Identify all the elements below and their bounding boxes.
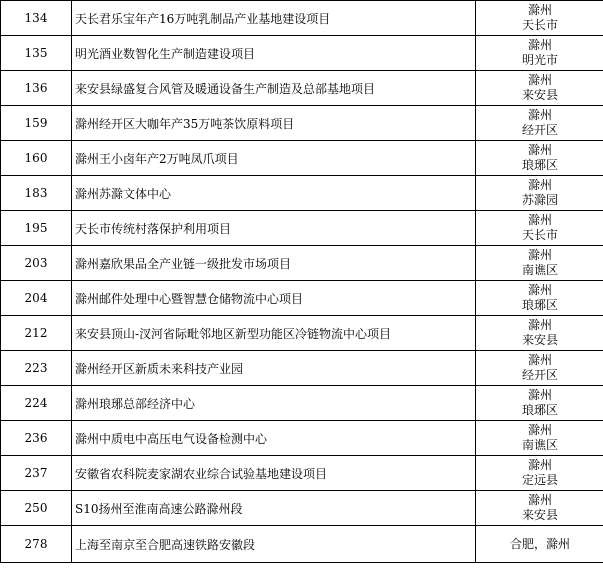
project-name: 明光酒业数智化生产制造建设项目 [72, 36, 476, 71]
project-name: 上海至南京至合肥高速铁路安徽段 [72, 526, 476, 563]
location-district: 琅琊区 [521, 158, 558, 172]
location-district: 南谯区 [521, 438, 558, 452]
project-location [476, 421, 603, 456]
location-city: 滁州 [527, 423, 552, 437]
table-row [1, 491, 603, 526]
table-row [1, 71, 603, 106]
project-location [476, 456, 603, 491]
project-number: 136 [1, 71, 72, 106]
project-name: 来安县绿盛复合风管及暖通设备生产制造及总部基地项目 [72, 71, 476, 106]
project-location [476, 211, 603, 246]
location-district: 天长市 [521, 18, 558, 32]
projects-table-body [1, 1, 603, 563]
table-row [1, 246, 603, 281]
location-district: 来安县 [521, 508, 558, 522]
location-city: 滁州 [527, 283, 552, 297]
location-city: 滁州 [527, 108, 552, 122]
location-city: 滁州 [527, 353, 552, 367]
location-district: 天长市 [521, 228, 558, 242]
project-name: 滁州王小卤年产2万吨凤爪项目 [72, 141, 476, 176]
project-location [476, 526, 603, 563]
project-number: 212 [1, 316, 72, 351]
project-location [476, 491, 603, 526]
location-city: 滁州 [527, 38, 552, 52]
project-number: 160 [1, 141, 72, 176]
table-row [1, 36, 603, 71]
project-number: 224 [1, 386, 72, 421]
project-location [476, 36, 603, 71]
location-district: 南谯区 [521, 263, 558, 277]
table-row [1, 281, 603, 316]
project-name: 滁州琅琊总部经济中心 [72, 386, 476, 421]
location-city: 滁州 [527, 3, 552, 17]
project-number: 250 [1, 491, 72, 526]
table-row [1, 316, 603, 351]
table-row [1, 351, 603, 386]
project-name: 滁州经开区大咖年产35万吨茶饮原料项目 [72, 106, 476, 141]
table-row [1, 141, 603, 176]
location-district: 来安县 [521, 88, 558, 102]
location-city: 滁州 [527, 493, 552, 507]
project-location [476, 141, 603, 176]
project-name: 滁州邮件处理中心暨智慧仓储物流中心项目 [72, 281, 476, 316]
table-row [1, 421, 603, 456]
table-row [1, 176, 603, 211]
location-district: 琅琊区 [521, 403, 558, 417]
table-row [1, 1, 603, 36]
location-district: 明光市 [521, 53, 558, 67]
location-district: 经开区 [521, 368, 558, 382]
project-location [476, 281, 603, 316]
project-number: 237 [1, 456, 72, 491]
project-name: 滁州苏滁文体中心 [72, 176, 476, 211]
project-number: 203 [1, 246, 72, 281]
location-district: 经开区 [521, 123, 558, 137]
location-city: 滁州 [527, 213, 552, 227]
project-number: 223 [1, 351, 72, 386]
project-number: 195 [1, 211, 72, 246]
location-city: 滁州 [527, 458, 552, 472]
project-location [476, 316, 603, 351]
project-number: 159 [1, 106, 72, 141]
location-district: 定远县 [521, 473, 558, 487]
location-city: 滁州 [527, 73, 552, 87]
project-location [476, 386, 603, 421]
location-city: 滁州 [527, 248, 552, 262]
project-name: 安徽省农科院麦家湖农业综合试验基地建设项目 [72, 456, 476, 491]
location-city: 合肥，滁州 [509, 536, 570, 551]
project-name: 滁州经开区新质未来科技产业园 [72, 351, 476, 386]
project-number: 135 [1, 36, 72, 71]
project-location [476, 351, 603, 386]
project-name: 来安县顶山-汊河省际毗邻地区新型功能区冷链物流中心项目 [72, 316, 476, 351]
project-number: 204 [1, 281, 72, 316]
project-number: 134 [1, 1, 72, 36]
table-row [1, 526, 603, 563]
table-row [1, 106, 603, 141]
project-location [476, 246, 603, 281]
location-city: 滁州 [527, 388, 552, 402]
project-number: 236 [1, 421, 72, 456]
location-city: 滁州 [527, 318, 552, 332]
table-row [1, 211, 603, 246]
location-city: 滁州 [527, 143, 552, 157]
project-name: S10扬州至淮南高速公路滁州段 [72, 491, 476, 526]
project-location [476, 1, 603, 36]
project-name: 天长君乐宝年产16万吨乳制品产业基地建设项目 [72, 1, 476, 36]
location-district: 琅琊区 [521, 298, 558, 312]
table-row [1, 386, 603, 421]
project-location [476, 106, 603, 141]
table-row [1, 456, 603, 491]
location-district: 来安县 [521, 333, 558, 347]
project-number: 183 [1, 176, 72, 211]
project-location [476, 71, 603, 106]
project-name: 天长市传统村落保护利用项目 [72, 211, 476, 246]
location-city: 滁州 [527, 178, 552, 192]
project-name: 滁州中质电中高压电气设备检测中心 [72, 421, 476, 456]
project-number: 278 [1, 526, 72, 563]
location-district: 苏滁园 [521, 193, 558, 207]
project-location [476, 176, 603, 211]
project-name: 滁州嘉欣果品全产业链一级批发市场项目 [72, 246, 476, 281]
